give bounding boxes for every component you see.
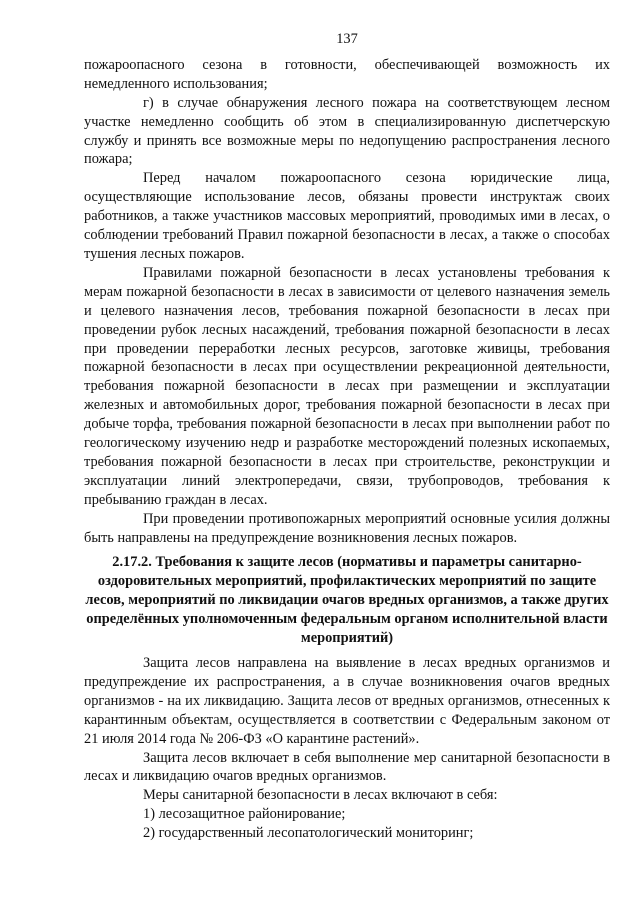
list-item: 1) лесозащитное районирование; <box>143 806 346 823</box>
paragraph-instruction: Перед началом пожароопасного сезона юридические лица, осуществляющие использование лесов, обязаны провести инструктаж своих работников, а также участников массовых мероприятий, проводимых ими в лесах, о соблюдении требований Правил пожарной безопасности в лесах, а также о способах тушения лесных пожаров. <box>84 170 610 262</box>
section-heading: 2.17.2. Требования к защите лесов (нормативы и параметры санитарно-оздоровительных мероприятий, профилактических мероприятий по защите лесов, мероприятий по ликвидации очагов вредных организмов, а также других определённых уполномоченным федеральным органом исполнительной власти мероприятий) <box>85 554 609 647</box>
paragraph-forest-protection: Защита лесов направлена на выявление в лесах вредных организмов и предупреждение их распространения, а в случае возникновения очагов вредных организмов - на их ликвидацию. Защита лесов от вредных организмов, отнесенных к карантинным объектам, осуществляется в соответствии с Федеральным законом от 21 июля 2014 года № 206-ФЗ «О карантине растений». <box>84 655 610 747</box>
paragraph-fire-rules: Правилами пожарной безопасности в лесах установлены требования к мерам пожарной безопасности в лесах в зависимости от целевого назначения земель и целевого назначения лесов, требования пожарной безопасности в лесах при проведении рубок лесных насаждений, требования пожарной безопасности в лесах при проведении переработки лесных ресурсов, заготовке живицы, требования пожарной безопасности в лесах при осуществлении рекреационной деятельности, требования пожарной безопасности в лесах при размещении и эксплуатации железных и автомобильных дорог, требования пожарной безопасности в лесах при добыче торфа, требования пожарной безопасности в лесах при выполнении работ по геологическому изучению недр и разработке месторождений полезных ископаемых, требования пожарной безопасности в лесах при строительстве, реконструкции и эксплуатации линий электропередачи, связи, трубопроводов, требования к пребыванию граждан в лесах. <box>84 264 610 508</box>
page-number: 137 <box>336 31 358 47</box>
paragraph-sanitary-measures: Меры санитарной безопасности в лесах включают в себя: <box>143 787 498 804</box>
paragraph-prevention: При проведении противопожарных мероприятий основные усилия должны быть направлены на предупреждение возникновения лесных пожаров. <box>84 510 610 546</box>
list-item: 2) государственный лесопатологический мониторинг; <box>143 825 474 842</box>
paragraph-protection-includes: Защита лесов включает в себя выполнение мер санитарной безопасности в лесах и ликвидацию очагов вредных организмов. <box>84 749 610 785</box>
paragraph-item-g: г) в случае обнаружения лесного пожара на соответствующем лесном участке немедленно сообщить об этом в специализированную диспетчерскую службу и принять все возможные меры по недопущению распространения лесного пожара; <box>84 94 610 168</box>
paragraph-continuation: пожароопасного сезона в готовности, обеспечивающей возможность их немедленного использования; <box>84 56 610 92</box>
